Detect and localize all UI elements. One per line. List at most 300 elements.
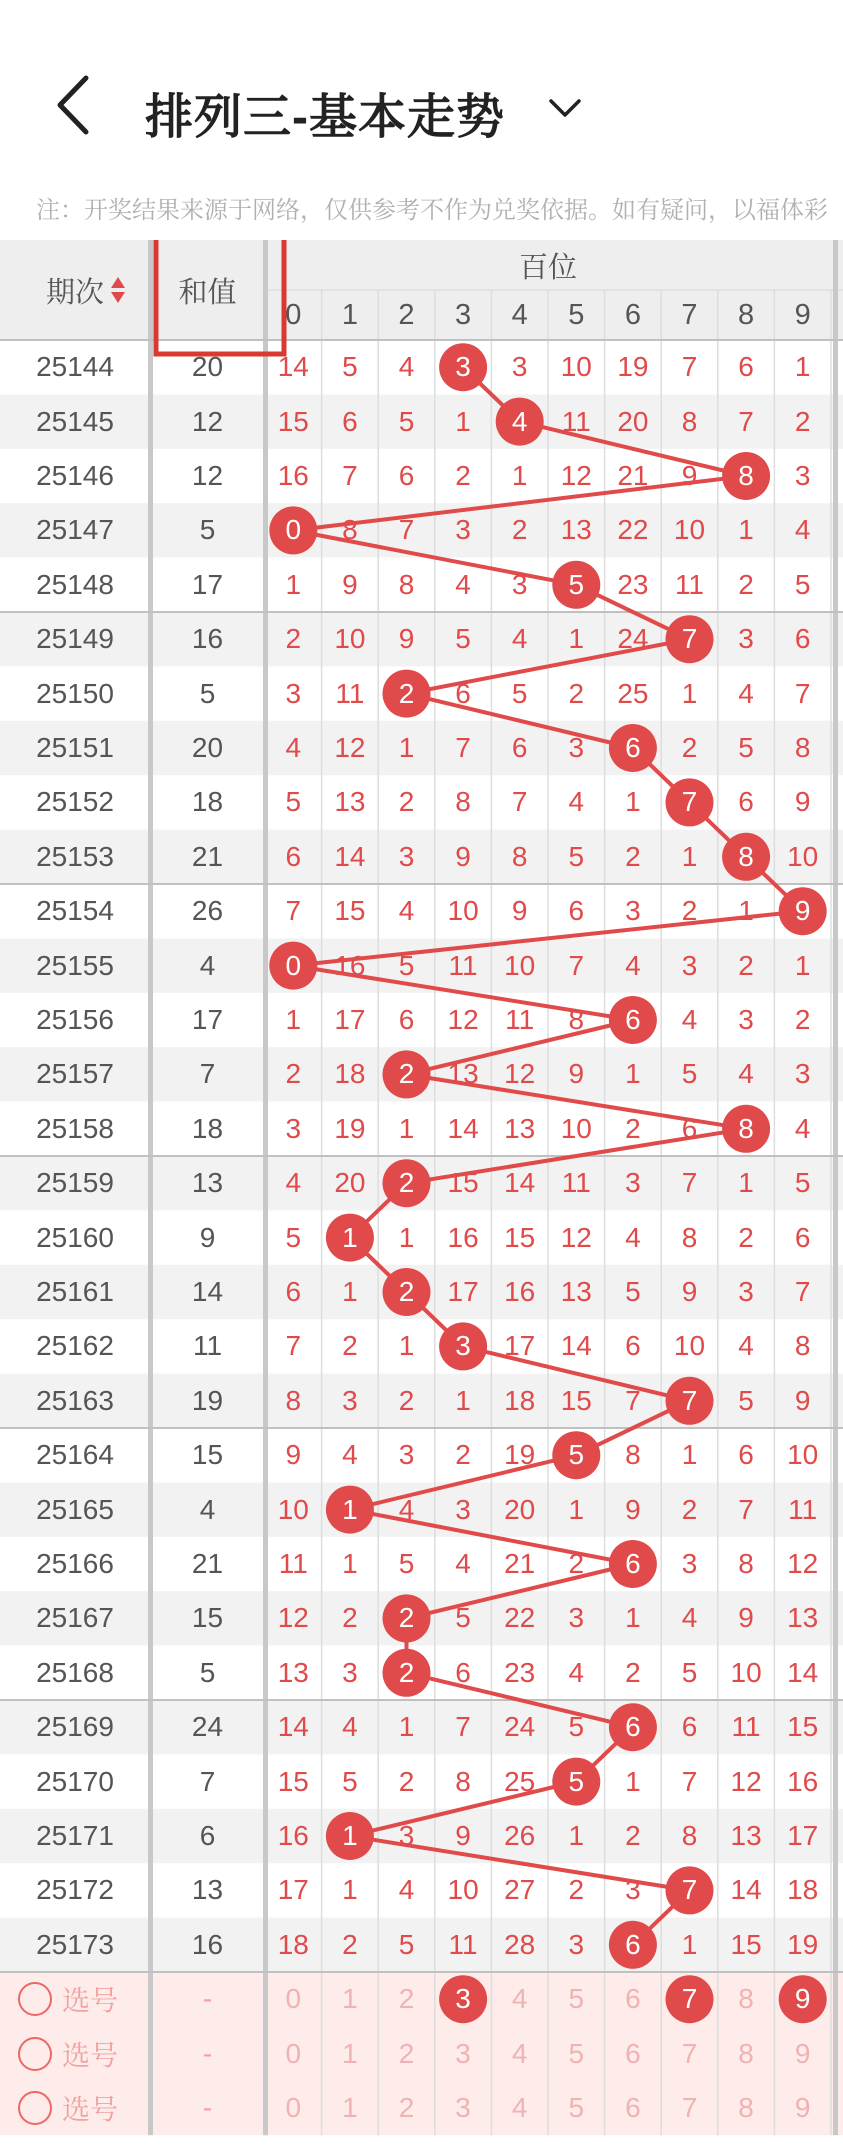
miss-count-cell: 21 xyxy=(504,1547,536,1579)
back-arrow-icon[interactable] xyxy=(50,70,100,140)
miss-count-cell: 17 xyxy=(504,1330,536,1362)
miss-count-cell: 15 xyxy=(560,1384,592,1416)
miss-count-cell: 10 xyxy=(277,1493,309,1525)
hit-number: 2 xyxy=(398,1602,415,1634)
period-cell: 25163 xyxy=(36,1384,114,1416)
miss-count-cell: 4 xyxy=(455,568,471,600)
miss-count-cell: 9 xyxy=(342,568,358,600)
miss-count-cell: 16 xyxy=(277,1819,309,1851)
miss-count-cell: 12 xyxy=(447,1003,479,1035)
sum-cell: 14 xyxy=(191,1275,224,1307)
sum-cell: 7 xyxy=(199,1765,216,1797)
hit-number: 7 xyxy=(681,1874,698,1906)
select-digit[interactable]: 7 xyxy=(681,2037,698,2069)
select-digit[interactable]: 4 xyxy=(511,2037,528,2069)
select-digit[interactable]: 5 xyxy=(568,1983,585,2015)
miss-count-cell: 8 xyxy=(681,1221,698,1253)
miss-count-cell: 3 xyxy=(455,1493,471,1525)
period-cell: 25152 xyxy=(36,786,114,818)
period-cell: 25172 xyxy=(36,1874,114,1906)
miss-count-cell: 5 xyxy=(398,405,415,437)
select-digit[interactable]: 2 xyxy=(398,2091,415,2123)
hit-number: 2 xyxy=(398,1656,415,1688)
miss-count-cell: 2 xyxy=(625,1112,641,1144)
miss-count-cell: 6 xyxy=(738,786,754,818)
miss-count-cell: 11 xyxy=(731,1711,761,1743)
miss-count-cell: 2 xyxy=(568,1547,585,1579)
miss-count-cell: 6 xyxy=(794,623,811,655)
miss-count-cell: 15 xyxy=(277,1765,309,1797)
period-cell: 25146 xyxy=(36,459,114,491)
miss-count-cell: 4 xyxy=(342,1711,358,1743)
digit-header-9: 9 xyxy=(794,298,811,331)
miss-count-cell: 4 xyxy=(625,949,641,981)
miss-count-cell: 16 xyxy=(334,949,366,981)
miss-count-cell: 22 xyxy=(504,1602,536,1634)
period-cell: 25151 xyxy=(36,731,114,763)
sum-cell: 17 xyxy=(191,568,224,600)
select-digit[interactable]: 9 xyxy=(794,2091,811,2123)
select-digit[interactable]: 0 xyxy=(285,2037,302,2069)
miss-count-cell: 4 xyxy=(285,731,302,763)
sum-cell: 18 xyxy=(191,786,224,818)
miss-count-cell: 17 xyxy=(277,1874,309,1906)
miss-count-cell: 3 xyxy=(455,514,471,546)
miss-count-cell: 6 xyxy=(625,1330,641,1362)
miss-count-cell: 1 xyxy=(342,1874,358,1906)
selected-digit[interactable]: 9 xyxy=(794,1983,811,2015)
miss-count-cell: 11 xyxy=(561,405,591,437)
miss-count-cell: 15 xyxy=(334,895,366,927)
miss-count-cell: 2 xyxy=(342,1330,358,1362)
miss-count-cell: 20 xyxy=(617,405,649,437)
miss-count-cell: 18 xyxy=(787,1874,819,1906)
hit-number: 7 xyxy=(681,623,698,655)
period-cell: 25158 xyxy=(36,1112,114,1144)
miss-count-cell: 7 xyxy=(455,1711,471,1743)
sum-cell: 16 xyxy=(191,623,224,655)
miss-count-cell: 4 xyxy=(398,351,415,383)
miss-count-cell: 8 xyxy=(511,840,528,872)
miss-count-cell: 6 xyxy=(455,677,471,709)
select-row-sum: - xyxy=(202,2037,213,2069)
miss-count-cell: 2 xyxy=(342,1928,358,1960)
page-title: 排列三-基本走势 xyxy=(145,91,505,144)
miss-count-cell: 5 xyxy=(342,351,358,383)
sum-cell: 7 xyxy=(199,1058,216,1090)
sum-cell: 16 xyxy=(191,1928,224,1960)
miss-count-cell: 26 xyxy=(504,1819,536,1851)
miss-count-cell: 2 xyxy=(398,1384,415,1416)
miss-count-cell: 8 xyxy=(738,1547,754,1579)
miss-count-cell: 23 xyxy=(504,1656,536,1688)
miss-count-cell: 17 xyxy=(334,1003,366,1035)
miss-count-cell: 4 xyxy=(681,1003,698,1035)
miss-count-cell: 13 xyxy=(504,1112,536,1144)
miss-count-cell: 6 xyxy=(738,1439,754,1471)
miss-count-cell: 4 xyxy=(398,1874,415,1906)
miss-count-cell: 1 xyxy=(568,623,585,655)
miss-count-cell: 3 xyxy=(794,459,811,491)
miss-count-cell: 5 xyxy=(455,1602,471,1634)
miss-count-cell: 4 xyxy=(455,1547,471,1579)
select-row-label: 选号 xyxy=(62,2093,119,2125)
miss-count-cell: 11 xyxy=(278,1547,308,1579)
miss-count-cell: 8 xyxy=(681,405,698,437)
miss-count-cell: 6 xyxy=(398,459,415,491)
hit-number: 1 xyxy=(342,1221,358,1253)
miss-count-cell: 3 xyxy=(625,1874,641,1906)
miss-count-cell: 9 xyxy=(511,895,528,927)
sum-cell: 24 xyxy=(191,1711,224,1743)
hit-number: 2 xyxy=(398,1058,415,1090)
sum-cell: 19 xyxy=(191,1384,224,1416)
miss-count-cell: 10 xyxy=(447,1874,479,1906)
miss-count-cell: 4 xyxy=(738,1058,754,1090)
miss-count-cell: 12 xyxy=(730,1765,762,1797)
miss-count-cell: 3 xyxy=(738,623,754,655)
hit-number: 5 xyxy=(568,1765,585,1797)
period-cell: 25147 xyxy=(36,514,114,546)
miss-count-cell: 21 xyxy=(617,459,649,491)
sum-cell: 21 xyxy=(191,840,224,872)
miss-count-cell: 8 xyxy=(794,1330,811,1362)
miss-count-cell: 2 xyxy=(738,568,754,600)
miss-count-cell: 12 xyxy=(334,731,366,763)
select-digit[interactable]: 5 xyxy=(568,2037,585,2069)
miss-count-cell: 2 xyxy=(511,514,528,546)
miss-count-cell: 7 xyxy=(568,949,585,981)
miss-count-cell: 4 xyxy=(568,786,585,818)
miss-count-cell: 19 xyxy=(334,1112,366,1144)
miss-count-cell: 3 xyxy=(794,1058,811,1090)
miss-count-cell: 23 xyxy=(617,568,649,600)
select-digit[interactable]: 1 xyxy=(342,2091,358,2123)
hit-number: 2 xyxy=(398,1167,415,1199)
miss-count-cell: 1 xyxy=(398,1711,415,1743)
miss-count-cell: 12 xyxy=(277,1602,309,1634)
miss-count-cell: 20 xyxy=(334,1167,366,1199)
select-digit[interactable]: 6 xyxy=(625,2037,641,2069)
select-digit[interactable]: 5 xyxy=(568,2091,585,2123)
miss-count-cell: 16 xyxy=(787,1765,819,1797)
app-header xyxy=(0,0,843,175)
miss-count-cell: 3 xyxy=(625,895,641,927)
miss-count-cell: 14 xyxy=(560,1330,592,1362)
miss-count-cell: 15 xyxy=(504,1221,536,1253)
miss-count-cell: 12 xyxy=(787,1547,819,1579)
select-digit[interactable]: 4 xyxy=(511,2091,528,2123)
sum-cell: 9 xyxy=(199,1221,216,1253)
miss-count-cell: 9 xyxy=(681,459,698,491)
select-digit[interactable]: 8 xyxy=(738,2091,754,2123)
select-digit[interactable]: 2 xyxy=(398,1983,415,2015)
miss-count-cell: 24 xyxy=(617,623,649,655)
miss-count-cell: 16 xyxy=(277,459,309,491)
miss-count-cell: 5 xyxy=(398,949,415,981)
hit-number: 8 xyxy=(738,459,754,491)
miss-count-cell: 2 xyxy=(398,786,415,818)
miss-count-cell: 15 xyxy=(447,1167,479,1199)
miss-count-cell: 1 xyxy=(681,1439,698,1471)
period-cell: 25149 xyxy=(36,623,114,655)
miss-count-cell: 3 xyxy=(398,1819,415,1851)
period-cell: 25154 xyxy=(36,895,114,927)
sum-cell: 17 xyxy=(191,1003,224,1035)
miss-count-cell: 6 xyxy=(285,1275,302,1307)
hit-number: 4 xyxy=(511,405,528,437)
select-digit[interactable]: 0 xyxy=(285,2091,302,2123)
select-digit[interactable]: 1 xyxy=(342,1983,358,2015)
digit-header-3: 3 xyxy=(455,298,472,331)
miss-count-cell: 25 xyxy=(617,677,649,709)
miss-count-cell: 1 xyxy=(511,459,528,491)
miss-count-cell: 7 xyxy=(681,351,698,383)
miss-count-cell: 1 xyxy=(681,1928,698,1960)
miss-count-cell: 6 xyxy=(681,1711,698,1743)
select-row-sum: - xyxy=(202,2091,213,2123)
miss-count-cell: 7 xyxy=(285,1330,302,1362)
miss-count-cell: 2 xyxy=(738,1221,754,1253)
miss-count-cell: 10 xyxy=(730,1656,762,1688)
select-digit[interactable]: 0 xyxy=(285,1983,302,2015)
miss-count-cell: 6 xyxy=(285,840,302,872)
thick-separator xyxy=(833,240,838,2135)
digit-header-0: 0 xyxy=(285,298,302,331)
select-row-sum: - xyxy=(202,1983,213,2015)
miss-count-cell: 17 xyxy=(787,1819,819,1851)
miss-count-cell: 4 xyxy=(398,895,415,927)
miss-count-cell: 25 xyxy=(504,1765,536,1797)
miss-count-cell: 15 xyxy=(787,1711,819,1743)
miss-count-cell: 8 xyxy=(398,568,415,600)
miss-count-cell: 18 xyxy=(277,1928,309,1960)
miss-count-cell: 5 xyxy=(738,731,754,763)
period-cell: 25169 xyxy=(36,1711,114,1743)
miss-count-cell: 1 xyxy=(625,786,641,818)
miss-count-cell: 5 xyxy=(455,623,471,655)
period-cell: 25159 xyxy=(36,1167,114,1199)
miss-count-cell: 9 xyxy=(398,623,415,655)
miss-count-cell: 1 xyxy=(681,840,698,872)
miss-count-cell: 3 xyxy=(511,568,528,600)
digit-header-8: 8 xyxy=(738,298,755,331)
miss-count-cell: 3 xyxy=(342,1656,358,1688)
miss-count-cell: 3 xyxy=(568,1928,585,1960)
select-digit[interactable]: 7 xyxy=(681,2091,698,2123)
sum-cell: 15 xyxy=(191,1602,224,1634)
select-row-radio[interactable] xyxy=(18,1982,52,2016)
disclaimer-text: 注：开奖结果来源于网络，仅供参考不作为兑奖依据。如有疑问，以福体彩 xyxy=(36,197,828,224)
miss-count-cell: 4 xyxy=(568,1656,585,1688)
digit-header-5: 5 xyxy=(568,298,585,331)
miss-count-cell: 5 xyxy=(738,1384,754,1416)
hit-number: 2 xyxy=(398,1275,415,1307)
miss-count-cell: 5 xyxy=(285,1221,302,1253)
miss-count-cell: 1 xyxy=(342,1275,358,1307)
miss-count-cell: 1 xyxy=(794,949,811,981)
miss-count-cell: 5 xyxy=(681,1058,698,1090)
miss-count-cell: 3 xyxy=(398,840,415,872)
miss-count-cell: 4 xyxy=(511,623,528,655)
hit-number: 3 xyxy=(455,1330,471,1362)
select-digit[interactable]: 3 xyxy=(455,2091,471,2123)
hit-number: 8 xyxy=(738,840,754,872)
miss-count-cell: 2 xyxy=(398,1765,415,1797)
miss-count-cell: 1 xyxy=(625,1602,641,1634)
miss-count-cell: 8 xyxy=(285,1384,302,1416)
miss-count-cell: 3 xyxy=(738,1003,754,1035)
miss-count-cell: 2 xyxy=(625,840,641,872)
miss-count-cell: 9 xyxy=(455,840,471,872)
miss-count-cell: 4 xyxy=(398,1493,415,1525)
miss-count-cell: 10 xyxy=(560,1112,592,1144)
miss-count-cell: 4 xyxy=(738,1330,754,1362)
miss-count-cell: 7 xyxy=(738,1493,754,1525)
miss-count-cell: 1 xyxy=(794,351,811,383)
miss-count-cell: 2 xyxy=(681,1493,698,1525)
miss-count-cell: 1 xyxy=(455,405,471,437)
miss-count-cell: 22 xyxy=(617,514,649,546)
miss-count-cell: 14 xyxy=(787,1656,819,1688)
period-cell: 25150 xyxy=(36,677,114,709)
miss-count-cell: 11 xyxy=(674,568,705,600)
miss-count-cell: 9 xyxy=(625,1493,641,1525)
sum-cell: 15 xyxy=(191,1439,224,1471)
miss-count-cell: 1 xyxy=(398,1112,415,1144)
digit-header-2: 2 xyxy=(398,298,415,331)
miss-count-cell: 1 xyxy=(738,895,754,927)
miss-count-cell: 11 xyxy=(448,949,478,981)
miss-count-cell: 8 xyxy=(455,1765,471,1797)
miss-count-cell: 2 xyxy=(455,459,471,491)
select-row-radio[interactable] xyxy=(18,2091,52,2125)
select-digit[interactable]: 4 xyxy=(511,1983,528,2015)
period-cell: 25156 xyxy=(36,1003,114,1035)
miss-count-cell: 3 xyxy=(285,677,302,709)
sum-cell: 6 xyxy=(199,1819,216,1851)
sum-cell: 21 xyxy=(191,1547,224,1579)
miss-count-cell: 11 xyxy=(335,677,365,709)
miss-count-cell: 4 xyxy=(681,1602,698,1634)
miss-count-cell: 5 xyxy=(681,1656,698,1688)
selected-digit[interactable]: 7 xyxy=(681,1983,698,2015)
select-digit[interactable]: 6 xyxy=(625,2091,641,2123)
miss-count-cell: 28 xyxy=(504,1928,536,1960)
select-digit[interactable]: 9 xyxy=(794,2037,811,2069)
miss-count-cell: 1 xyxy=(681,677,698,709)
miss-count-cell: 9 xyxy=(794,1384,811,1416)
miss-count-cell: 5 xyxy=(794,568,811,600)
select-digit[interactable]: 2 xyxy=(398,2037,415,2069)
miss-count-cell: 1 xyxy=(398,1330,415,1362)
miss-count-cell: 18 xyxy=(334,1058,366,1090)
miss-count-cell: 14 xyxy=(277,351,309,383)
hit-number: 7 xyxy=(681,1384,698,1416)
miss-count-cell: 11 xyxy=(561,1167,591,1199)
miss-count-cell: 1 xyxy=(568,1819,585,1851)
miss-count-cell: 24 xyxy=(504,1711,536,1743)
select-digit[interactable]: 6 xyxy=(625,1983,641,2015)
period-cell: 25160 xyxy=(36,1221,114,1253)
period-cell: 25168 xyxy=(36,1656,114,1688)
trend-table xyxy=(0,240,843,2149)
selected-digit[interactable]: 3 xyxy=(455,1983,471,2015)
period-cell: 25166 xyxy=(36,1547,114,1579)
miss-count-cell: 3 xyxy=(568,731,585,763)
miss-count-cell: 3 xyxy=(511,351,528,383)
hit-number: 6 xyxy=(625,1711,641,1743)
miss-count-cell: 4 xyxy=(342,1439,358,1471)
miss-count-cell: 3 xyxy=(568,1602,585,1634)
select-digit[interactable]: 8 xyxy=(738,1983,754,2015)
sort-icon[interactable] xyxy=(110,275,126,305)
miss-count-cell: 13 xyxy=(447,1058,479,1090)
miss-count-cell: 19 xyxy=(787,1928,819,1960)
miss-count-cell: 6 xyxy=(681,1112,698,1144)
select-digit[interactable]: 8 xyxy=(738,2037,754,2069)
miss-count-cell: 6 xyxy=(511,731,528,763)
miss-count-cell: 10 xyxy=(334,623,366,655)
period-cell: 25161 xyxy=(36,1275,114,1307)
hit-number: 9 xyxy=(794,895,811,927)
miss-count-cell: 14 xyxy=(730,1874,762,1906)
period-cell: 25148 xyxy=(36,568,114,600)
miss-count-cell: 9 xyxy=(568,1058,585,1090)
period-cell: 25164 xyxy=(36,1439,114,1471)
sum-cell: 20 xyxy=(191,731,224,763)
sum-cell: 12 xyxy=(191,405,224,437)
miss-count-cell: 13 xyxy=(730,1819,762,1851)
period-cell: 25162 xyxy=(36,1330,114,1362)
digit-header-1: 1 xyxy=(341,298,358,331)
group-header-hundreds: 百位 xyxy=(518,251,577,284)
miss-count-cell: 12 xyxy=(504,1058,536,1090)
miss-count-cell: 8 xyxy=(794,731,811,763)
select-digit[interactable]: 3 xyxy=(455,2037,471,2069)
miss-count-cell: 3 xyxy=(681,949,698,981)
column-header-period: 期次 xyxy=(45,276,104,309)
hit-number: 6 xyxy=(625,1928,641,1960)
miss-count-cell: 14 xyxy=(277,1711,309,1743)
select-row-radio[interactable] xyxy=(18,2037,52,2071)
miss-count-cell: 5 xyxy=(511,677,528,709)
sum-cell: 13 xyxy=(191,1167,224,1199)
miss-count-cell: 3 xyxy=(285,1112,302,1144)
period-cell: 25145 xyxy=(36,405,114,437)
miss-count-cell: 2 xyxy=(794,1003,811,1035)
miss-count-cell: 2 xyxy=(681,895,698,927)
miss-count-cell: 4 xyxy=(794,1112,811,1144)
miss-count-cell: 15 xyxy=(277,405,309,437)
miss-count-cell: 9 xyxy=(455,1819,471,1851)
miss-count-cell: 10 xyxy=(560,351,592,383)
miss-count-cell: 6 xyxy=(568,895,585,927)
miss-count-cell: 12 xyxy=(560,1221,592,1253)
miss-count-cell: 3 xyxy=(398,1439,415,1471)
miss-count-cell: 3 xyxy=(625,1167,641,1199)
miss-count-cell: 13 xyxy=(334,786,366,818)
miss-count-cell: 7 xyxy=(738,405,754,437)
select-digit[interactable]: 1 xyxy=(342,2037,358,2069)
hit-number: 1 xyxy=(342,1819,358,1851)
miss-count-cell: 4 xyxy=(285,1167,302,1199)
chevron-down-icon[interactable] xyxy=(545,88,585,128)
miss-count-cell: 19 xyxy=(504,1439,536,1471)
miss-count-cell: 4 xyxy=(738,677,754,709)
miss-count-cell: 19 xyxy=(617,351,649,383)
hit-number: 2 xyxy=(398,677,415,709)
